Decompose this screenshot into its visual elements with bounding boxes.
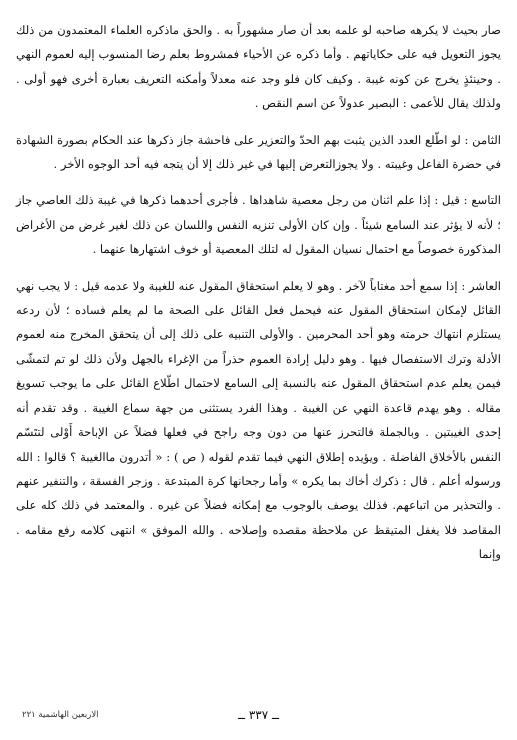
page-body <box>16 18 501 718</box>
page-number: ــ ٣٣٧ ــ <box>237 708 280 722</box>
paragraph-3: التاسع : قيل : إذا علم اثنان من رجل معصية شاهداها . فأجرى أحدهما ذكرها في غيبة ذلك العاصي جاز ؛ لأنه لا يؤثر عند السامع شيئاً . وإن كان الأولى تنزيه النفس واللسان عن ذلك لغير غرض من الأغراض المذكورة خصوصاً مع احتمال نسيان المقول له لتلك المعصية أو خوف اشتهارها عنهما . <box>16 193 501 257</box>
page-footer <box>16 708 501 724</box>
paragraph-2: الثامن : لو اطّلع العدد الذين يثبت بهم الحدّ والتعزير على فاحشة جاز ذكرها عند الحكام بصورة الشهادة في حضرة الفاعل وغيبته . ولا يجوزالتعرض إليها في غير ذلك إلا أن يتجه فيه أحد الوجوه الأخر . <box>16 132 501 172</box>
paragraph-1: صار بحيث لا يكرهه صاحبه لو علمه بعد أن صار مشهوراً به . والحق ماذكره العلماء المعتمدون من ذلك يجوز التعويل فيه على حكاياتهم . وأما ذكره عن الأحياء فمشروط بعلم رضا المنسوب إليه لعموم النهي . وحينئذٍ يخرج عن كونه غيبة . وكيف كان فلو وجد عنه معدلاً وأمكنه التعريف بعبارة أخرى فهو أولى . ولذلك يقال للأعمى : البصير عدولاً عن اسم النقص . <box>16 23 501 111</box>
paragraph-4: العاشر : إذا سمع أحد مغتاباً لآخر . وهو لا يعلم استحقاق المقول عنه للغيبة ولا عدمه قيل : لا يجب نهي القائل لإمكان استحقاق المقول عنه فيحمل فعل القائل على الصحة ما لم يعلم فساده ؛ لأن ردعه يستلزم انتهاك حرمته وهو أحد المحرمين . والأولى التنبيه على ذلك إلى أن يتحقق المخرج منه لعموم الأدلة وترك الاستفصال فيها . وهو دليل إرادة العموم حذراً من الإغراء بالجهل ولأن ذلك لو تم لتمشّى فيمن يعلم عدم استحقاق المقول عنه بالنسبة إلى السامع لاحتمال اطّلاع القائل على ما يوجب تسويغ مقاله . وهو يهدم قاعدة النهي عن الغيبة . وهذا الفرد يستثنى من جهة سماع الغيبة . وقد تقدم أنه إحدى الغيبتين . وبالجملة فالتحرز عنها من دون وجه راجح في فعلها فضلاً عن الإباحة أَوْلى لتتَسّم النفس بالأخلاق الفاضلة . ويؤيده إطلاق النهي فيما تقدم لقوله ( ص ) : « أتدرون ماالغيبة ؟ قالوا : الله ورسوله أعلم . قال : ذكرك أخاك بما يكره » وأما رجحانها كرة المبتدعة . وزجر الفسقة ، والتنفير عنهم . والتحذير من اتباعهم. فذلك يوصف بالوجوب مع إمكانه فضلاً عن غيره . والمعتمد في ذلك كله على المقاصد فلا يغفل المتيقظ عن ملاحظة مقصده وإصلاحه . والله الموفق » انتهى كلامه رفع مقامه . وإنما <box>16 278 501 562</box>
running-footer-title: الاربعين الهاشمية ٢٢١ <box>22 710 99 720</box>
